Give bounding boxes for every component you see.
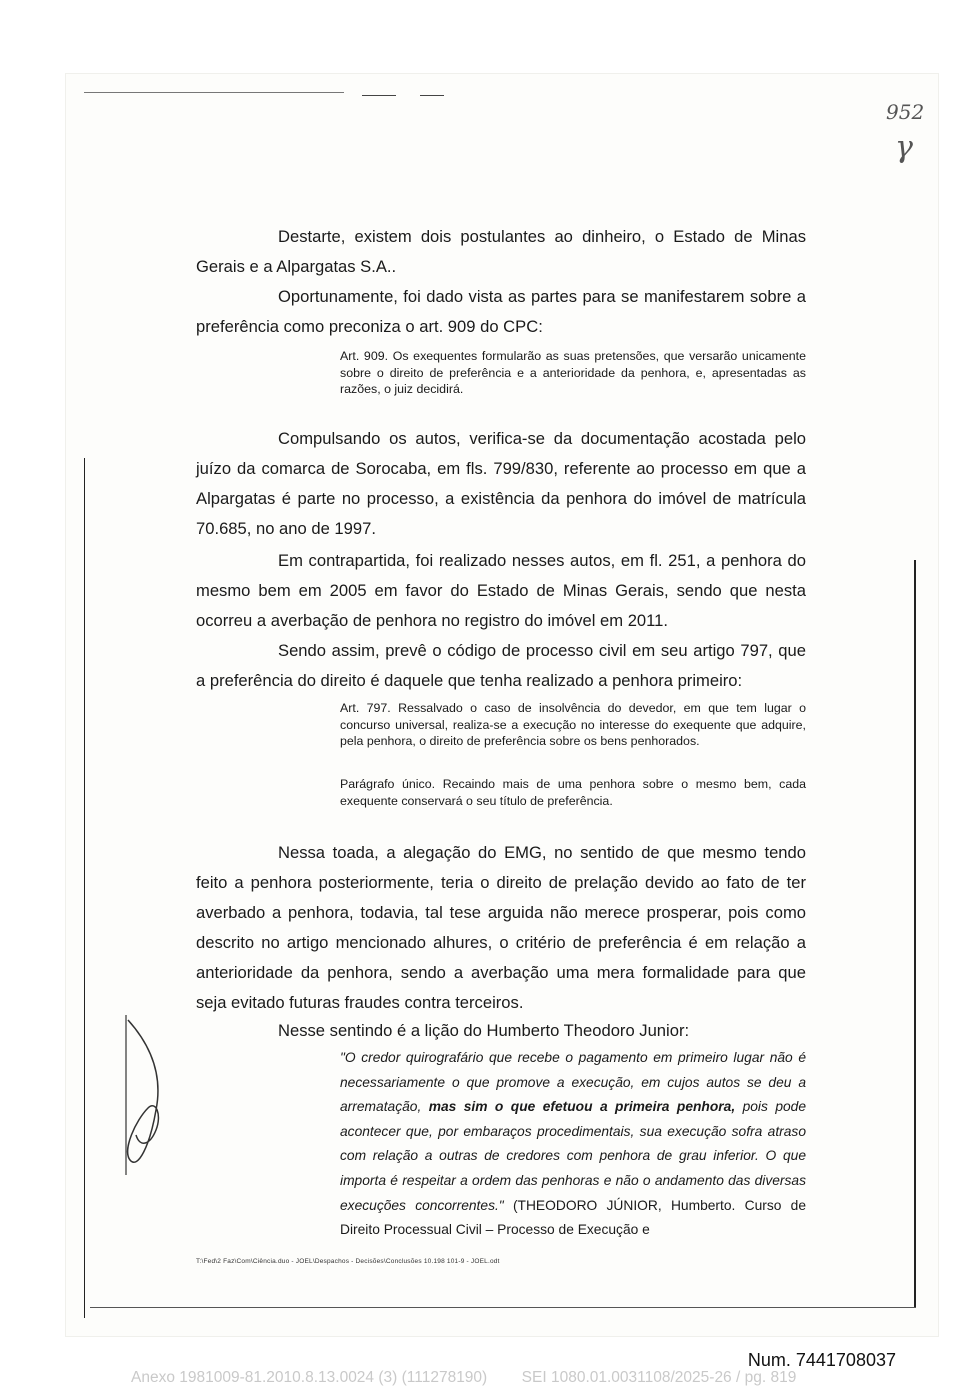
anexo-stamp xyxy=(131,1369,796,1387)
anexo-reference: Anexo 1981009-81.2010.8.13.0024 (3) (111278190) xyxy=(131,1369,488,1386)
quote-theodoro-citation: (THEODORO JÚNIOR, Humberto. Curso de Direito Processual Civil – Processo de Execução e xyxy=(340,1197,806,1238)
scan-mark-top-dash xyxy=(420,95,444,96)
paragraph-text: Compulsando os autos, verifica-se da documentação acostada pelo juízo da comarca de Sorocaba, em fls. 799/830, referente ao processo em que a Alpargatas é parte no processo, a existência da penhora do imóvel de matrícula 70.685, no ano de 1997. xyxy=(196,429,806,538)
signature-mark xyxy=(116,1010,176,1180)
scan-mark-right-rule xyxy=(914,560,916,1308)
paragraph-compulsando xyxy=(196,424,806,544)
scan-mark-bottom-rule xyxy=(90,1307,916,1308)
paragraph-text: Em contrapartida, foi realizado nesses autos, em fl. 251, a penhora do mesmo bem em 2005 em favor do Estado de Minas Gerais, sendo que nesta ocorreu a averbação de penhora no registro do imóvel em 2011. xyxy=(196,551,806,630)
document-number: Num. 7441708037 xyxy=(747,1350,896,1370)
paragraph-text: Destarte, existem dois postulantes ao dinheiro, o Estado de Minas Gerais e a Alpargatas S.A.. xyxy=(196,227,806,276)
paragraph-text: Sendo assim, prevê o código de processo civil em seu artigo 797, que a preferência do direito é daquele que tenha realizado a penhora primeiro: xyxy=(196,641,806,690)
quote-art-797: Art. 797. Ressalvado o caso de insolvência do devedor, em que tem lugar o concurso universal, realiza-se a execução no interesse do exequente que adquire, pela penhora, o direito de preferência sobre os bens penhorados. xyxy=(340,701,806,749)
paragraph-text: Nesse sentindo é a lição do Humberto Theodoro Junior: xyxy=(278,1021,690,1040)
paragraph-oportunamente xyxy=(196,282,806,342)
footer-file-path: T:\Fed\2 Faz\Com\Ciência.duo - JOEL\Despachos - Decisões\Conclusões 10.198 101-9 - JOEL.odt xyxy=(196,1258,500,1265)
quote-theodoro xyxy=(340,1046,806,1243)
paragraph-text: Nessa toada, a alegação do EMG, no sentido de que mesmo tendo feito a penhora posteriormente, teria o direito de prelação devido ao fato de ter averbado a penhora, todavia, tal tese arguida não merece prosperar, pois como descrito no artigo mencionado alhures, o critério de preferência é em relação a anterioridade da penhora, sendo a averbação uma mera formalidade para que seja evitado futuras fraudes contra terceiros. xyxy=(196,843,806,1012)
paragraph-sendo-assim xyxy=(196,636,806,696)
scan-mark-top xyxy=(84,92,344,93)
paragraph-text: Oportunamente, foi dado vista as partes para se manifestarem sobre a preferência como preconiza o art. 909 do CPC: xyxy=(196,287,806,336)
paragraph-nessa-toada xyxy=(196,838,806,1018)
scan-mark-top-dash xyxy=(362,95,396,96)
quote-art-909: Art. 909. Os exequentes formularão as suas pretensões, que versarão unicamente sobre o direito de preferência e a anterioridade da penhora, e, apresentadas as razões, o juiz decidirá. xyxy=(340,349,806,397)
handwritten-initial: γ xyxy=(895,130,913,165)
quote-theodoro-part2: pois pode acontecer que, por embaraços procedimentais, sua execução sofra atraso com relação a outras de credores com penhora de grau inferior. O que importa é respeitar a ordem das penhoras e não o andamento das diversas execuções concorrentes." xyxy=(340,1099,807,1213)
paragraph-destarte xyxy=(196,222,806,282)
paragraph-contrapartida xyxy=(196,546,806,636)
scan-mark-left-rule xyxy=(84,458,85,1318)
paragraph-licao xyxy=(196,1016,806,1046)
quote-art-797-paragraph: Parágrafo único. Recaindo mais de uma penhora sobre o mesmo bem, cada exequente conservará o seu título de preferência. xyxy=(340,777,806,808)
quote-theodoro-bold: mas sim o que efetuou a primeira penhora, xyxy=(428,1099,736,1115)
quote-theodoro-part1: "O credor quirografário que recebe o pagamento em primeiro lugar não é necessariamente o que promove a execução, em cujos autos se deu a arrematação, xyxy=(340,1050,806,1115)
handwritten-page-number: 952 xyxy=(886,100,925,124)
sei-reference: SEI 1080.01.0031108/2025-26 / pg. 819 xyxy=(521,1369,797,1386)
